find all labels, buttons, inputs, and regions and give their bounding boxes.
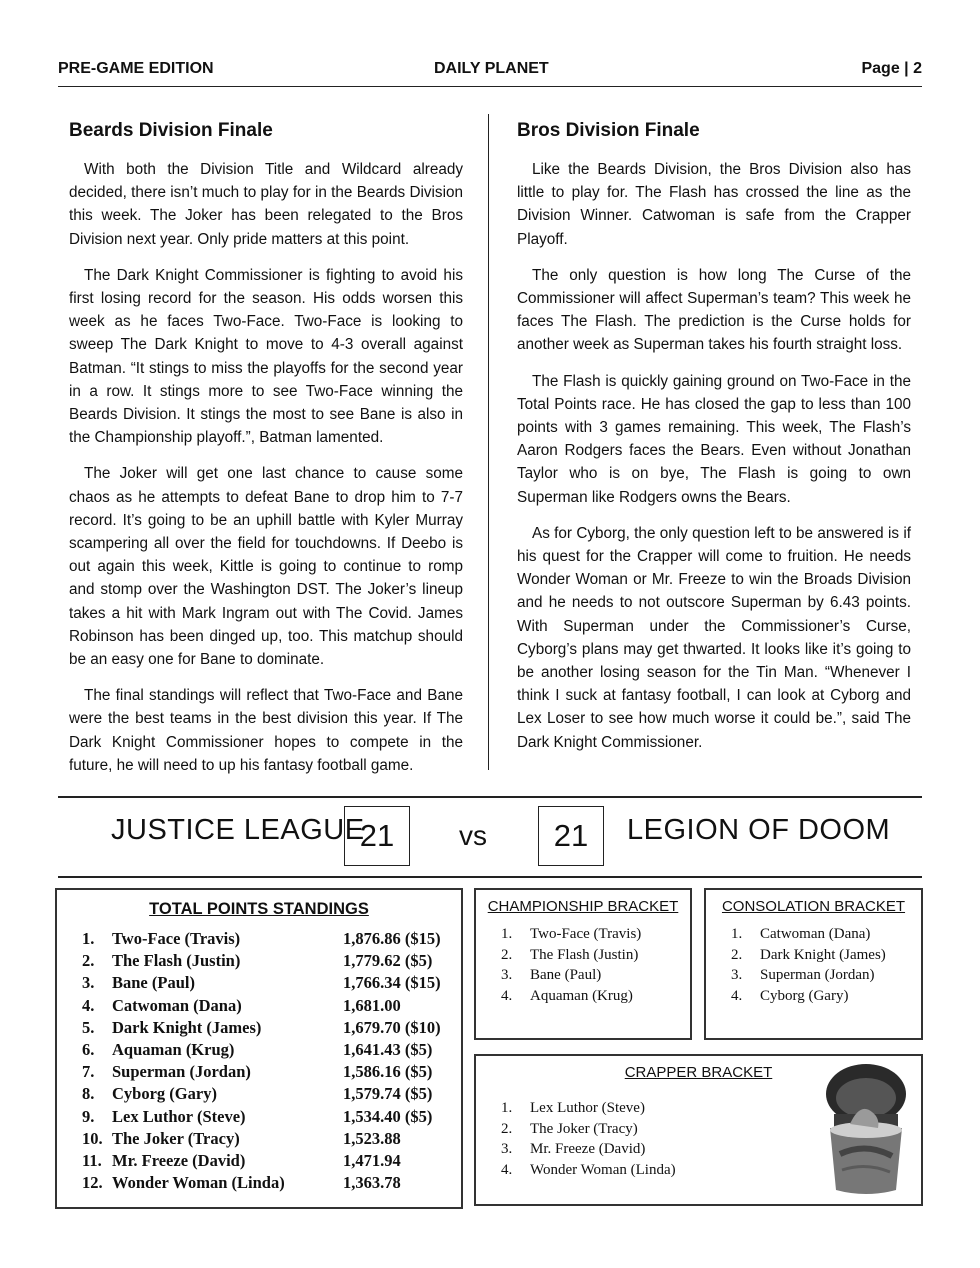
points: 1,534.40 ($5)	[343, 1106, 433, 1126]
team-name: Mr. Freeze (David)	[530, 1141, 646, 1157]
points: 1,471.94	[343, 1150, 401, 1170]
crapper-bracket	[474, 1054, 923, 1206]
seed: 4.	[731, 987, 743, 1004]
rank: 7.	[82, 1062, 95, 1082]
article-paragraph: With both the Division Title and Wildcard already decided, there isn’t much to play for in the Beards Division this week. The Joker has been relegated to the Bros Division next year. Only pride matters at this point.	[69, 161, 463, 248]
seed: 1.	[501, 1100, 513, 1116]
rank: 12.	[82, 1173, 103, 1193]
standings-row	[57, 1173, 461, 1195]
team-name: Two-Face (Travis)	[112, 929, 241, 948]
bracket-row	[476, 988, 690, 1009]
team-name: The Joker (Tracy)	[112, 1128, 240, 1148]
away-team-name: LEGION OF DOOM	[627, 814, 891, 846]
points: 1,586.16 ($5)	[343, 1062, 433, 1082]
consolation-bracket	[704, 888, 923, 1040]
toilet-bucket-icon	[820, 1062, 912, 1198]
standings-row	[57, 973, 461, 995]
points: 1,679.70 ($10)	[343, 1017, 441, 1037]
bracket-row	[706, 988, 921, 1009]
article-title: Beards Division Finale	[69, 120, 273, 141]
team-name: Dark Knight (James)	[112, 1017, 262, 1037]
bros-division-article	[517, 118, 911, 767]
bracket-title: CHAMPIONSHIP BRACKET	[487, 898, 679, 915]
bracket-row	[706, 947, 921, 968]
points: 1,579.74 ($5)	[343, 1084, 433, 1104]
rank: 6.	[82, 1039, 95, 1059]
scoreboard-bottom-rule	[58, 876, 922, 878]
team-name: Dark Knight (James)	[760, 946, 886, 963]
rank: 5.	[82, 1017, 95, 1037]
standings-row	[57, 996, 461, 1018]
points: 1,779.62 ($5)	[343, 951, 433, 971]
bracket-list	[706, 926, 921, 1008]
bracket-list	[476, 1100, 796, 1182]
standings-row	[57, 1018, 461, 1040]
versus-label: vs	[459, 820, 487, 851]
team-name: Superman (Jordan)	[760, 967, 875, 983]
points: 1,363.78	[343, 1173, 401, 1193]
page-number: Page | 2	[861, 60, 922, 77]
standings-row	[57, 1107, 461, 1129]
page-header	[58, 60, 922, 87]
bracket-row	[706, 967, 921, 988]
seed: 2.	[501, 1120, 513, 1137]
team-name: The Flash (Justin)	[530, 946, 639, 963]
bracket-title: CRAPPER BRACKET	[624, 1064, 773, 1081]
points: 1,523.88	[343, 1128, 401, 1148]
article-paragraph: The final standings will reflect that Two-Face and Bane were the best teams in the best division this year. If The Dark Knight Commissioner hopes to compete in the future, he will need to up his fantasy football game.	[69, 687, 463, 774]
rank: 9.	[82, 1106, 95, 1126]
away-score: 21	[538, 806, 604, 866]
edition-label: PRE-GAME EDITION	[58, 60, 214, 77]
article-paragraph: The Flash is quickly gaining ground on Two-Face in the Total Points race. He has closed the gap to less than 100 points with 3 games remaining. This week, The Flash’s Aaron Rodgers faces the Bears. Even without Jonathan Taylor who is on bye, The Flash is going to own Superman like Rodgers owns the Bears.	[517, 372, 911, 506]
article-paragraph: The Joker will get one last chance to cause some chaos as he attempts to defeat Bane to drop him to 7-7 record. It’s going to be an uphill battle with Kyler Murray scampering all over the field for touchdowns. If Deebo is out again this week, Kittle is going to continue to romp and stomp over the Washington DST. The Joker’s lineup takes a hit with Mark Ingram out with The Covid. James Robinson has been dinged up, too. This matchup should be an easy one for Bane to dominate.	[69, 465, 463, 669]
seed: 2.	[501, 946, 513, 963]
bracket-row	[476, 1121, 796, 1142]
seed: 2.	[731, 946, 743, 963]
seed: 3.	[731, 967, 743, 983]
team-name: Wonder Woman (Linda)	[112, 1173, 285, 1193]
points: 1,681.00	[343, 995, 401, 1015]
seed: 3.	[501, 1141, 513, 1157]
seed: 1.	[501, 926, 513, 942]
team-name: Lex Luthor (Steve)	[112, 1106, 246, 1126]
rank: 10.	[82, 1128, 103, 1148]
article-title: Bros Division Finale	[517, 120, 700, 141]
seed: 4.	[501, 987, 513, 1004]
team-name: Bane (Paul)	[530, 967, 602, 983]
standings-row	[57, 1151, 461, 1173]
team-name: Bane (Paul)	[112, 973, 195, 993]
points: 1,876.86 ($15)	[343, 929, 441, 948]
home-score: 21	[344, 806, 410, 866]
standings-row	[57, 951, 461, 973]
team-name: Wonder Woman (Linda)	[530, 1161, 676, 1178]
points: 1,641.43 ($5)	[343, 1039, 433, 1059]
team-name: Aquaman (Krug)	[112, 1039, 235, 1059]
seed: 4.	[501, 1161, 513, 1178]
bracket-row	[476, 1162, 796, 1183]
article-paragraph: As for Cyborg, the only question left to be answered is if his quest for the Crapper will come to fruition. He needs Wonder Woman or Mr. Freeze to win the Broads Division and he needs to not outscore Superman by 6.43 points. With Superman under the Commissioner’s Curse, Cyborg’s plans may get thwarted. It looks like it’s going to be another losing season for the Tin Man. “Whenever I think I suck at fantasy football, I can look at Cyborg and Lex Loser to see how much worse it could be.”, said The Dark Knight Commissioner.	[517, 524, 911, 751]
rank: 1.	[82, 929, 95, 948]
seed: 3.	[501, 967, 513, 983]
column-divider	[488, 114, 489, 770]
rank: 4.	[82, 995, 95, 1015]
bracket-row	[476, 926, 690, 947]
team-name: Catwoman (Dana)	[112, 995, 242, 1015]
team-name: The Flash (Justin)	[112, 951, 241, 971]
article-paragraph: The only question is how long The Curse of the Commissioner will affect Superman’s team? This week he faces The Flash. The prediction is the Curse holds for another week as Superman takes his fourth straight loss.	[517, 266, 911, 354]
bracket-row	[476, 1141, 796, 1162]
standings-row	[57, 1084, 461, 1106]
scoreboard-top-rule	[58, 796, 922, 798]
beards-division-article	[69, 118, 463, 790]
standings-row	[57, 1062, 461, 1084]
bracket-row	[706, 926, 921, 947]
standings-list	[57, 929, 461, 1195]
team-name: Aquaman (Krug)	[530, 987, 633, 1004]
bracket-title: CONSOLATION BRACKET	[721, 898, 906, 915]
championship-bracket	[474, 888, 692, 1040]
team-name: Two-Face (Travis)	[530, 926, 642, 942]
newspaper-title: DAILY PLANET	[434, 60, 549, 77]
rank: 2.	[82, 951, 95, 971]
team-name: The Joker (Tracy)	[530, 1120, 638, 1137]
standings-row	[57, 1040, 461, 1062]
standings-row	[57, 1129, 461, 1151]
total-points-standings	[55, 888, 463, 1209]
team-name: Lex Luthor (Steve)	[530, 1100, 645, 1116]
bracket-list	[476, 926, 690, 1008]
team-name: Cyborg (Gary)	[760, 987, 849, 1004]
team-name: Catwoman (Dana)	[760, 926, 871, 942]
bracket-row	[476, 967, 690, 988]
points: 1,766.34 ($15)	[343, 973, 441, 993]
bracket-row	[476, 1100, 796, 1121]
home-team-name: JUSTICE LEAGUE	[111, 814, 365, 846]
rank: 11.	[82, 1150, 102, 1170]
article-paragraph: Like the Beards Division, the Bros Division also has little to play for. The Flash has crossed the line as the Division Winner. Catwoman is safe from the Crapper Playoff.	[517, 161, 911, 248]
rank: 3.	[82, 973, 95, 993]
article-paragraph: The Dark Knight Commissioner is fighting to avoid his first losing record for the season. His odds worsen this week as he faces Two-Face. Two-Face is looking to sweep The Dark Knight to move to 4-3 overall against Batman. “It stings to miss the playoffs for the second year in a row. It stings more to see Two-Face winning the Beards Division. It stings the most to see Bane is also in the Championship playoff.”, Batman lamented.	[69, 266, 463, 447]
seed: 1.	[731, 926, 743, 942]
rank: 8.	[82, 1084, 95, 1104]
standings-title: TOTAL POINTS STANDINGS	[149, 900, 369, 918]
team-name: Mr. Freeze (David)	[112, 1150, 246, 1170]
bracket-row	[476, 947, 690, 968]
team-name: Superman (Jordan)	[112, 1062, 251, 1082]
standings-row	[57, 929, 461, 951]
team-name: Cyborg (Gary)	[112, 1084, 217, 1104]
